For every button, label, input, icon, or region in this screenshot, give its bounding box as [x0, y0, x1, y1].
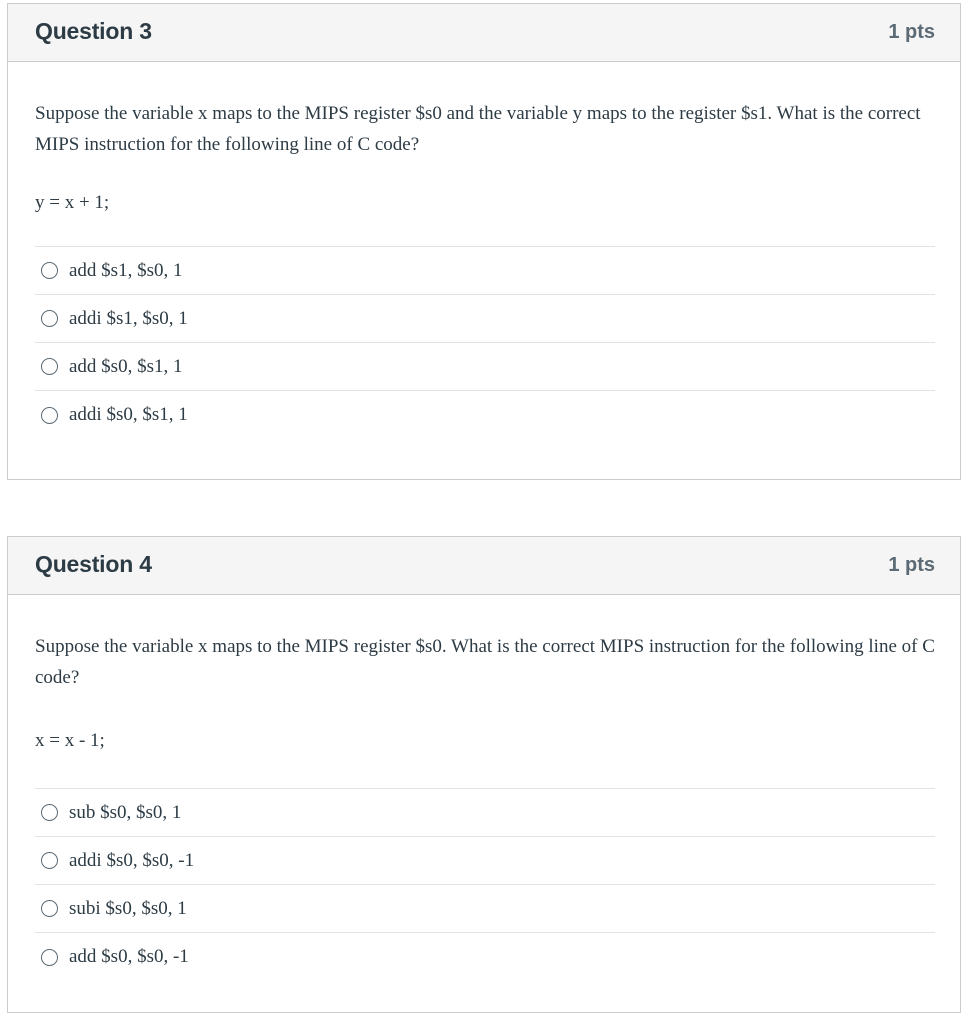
radio-button[interactable] [41, 852, 58, 869]
answer-option[interactable] [35, 247, 935, 295]
question-4-card [7, 536, 961, 1013]
answer-option[interactable] [35, 343, 935, 391]
answer-label[interactable]: addi $s0, $s0, -1 [69, 849, 195, 871]
answer-option[interactable] [35, 885, 935, 933]
radio-button[interactable] [41, 900, 58, 917]
answer-option[interactable] [35, 789, 935, 837]
radio-button[interactable] [41, 804, 58, 821]
answer-label[interactable]: add $s1, $s0, 1 [69, 259, 183, 281]
question-code: x = x - 1; [35, 730, 105, 751]
radio-button[interactable] [41, 358, 58, 375]
question-title: Question 4 [35, 551, 152, 577]
answer-label[interactable]: add $s0, $s0, -1 [69, 946, 189, 967]
question-body [35, 595, 935, 981]
question-header [8, 4, 960, 62]
question-title: Question 3 [35, 18, 152, 44]
answer-label[interactable]: add $s0, $s1, 1 [69, 355, 183, 377]
radio-button[interactable] [41, 949, 58, 966]
question-text: Suppose the variable x maps to the MIPS register $s0 and the variable y maps to the register $s1. What is the correct MIPS instruction for the following line of C code? [35, 103, 921, 155]
radio-button[interactable] [41, 310, 58, 327]
answer-option[interactable] [35, 295, 935, 343]
answer-label[interactable]: subi $s0, $s0, 1 [69, 897, 187, 919]
radio-button[interactable] [41, 407, 58, 424]
answer-list [35, 246, 935, 439]
answer-option[interactable] [35, 837, 935, 885]
answer-list [35, 788, 935, 981]
question-body [35, 62, 935, 439]
answer-option[interactable] [35, 391, 935, 439]
answer-label[interactable]: addi $s1, $s0, 1 [69, 307, 188, 329]
question-points: 1 pts [888, 554, 935, 576]
question-code: y = x + 1; [35, 192, 110, 213]
answer-label[interactable]: sub $s0, $s0, 1 [69, 801, 182, 823]
answer-label[interactable]: addi $s0, $s1, 1 [69, 404, 188, 425]
question-3-card [7, 3, 961, 480]
question-points: 1 pts [888, 21, 935, 43]
question-text: Suppose the variable x maps to the MIPS register $s0. What is the correct MIPS instruction for the following line of C code? [35, 636, 935, 688]
answer-option[interactable] [35, 933, 935, 981]
radio-button[interactable] [41, 262, 58, 279]
question-header [8, 537, 960, 595]
